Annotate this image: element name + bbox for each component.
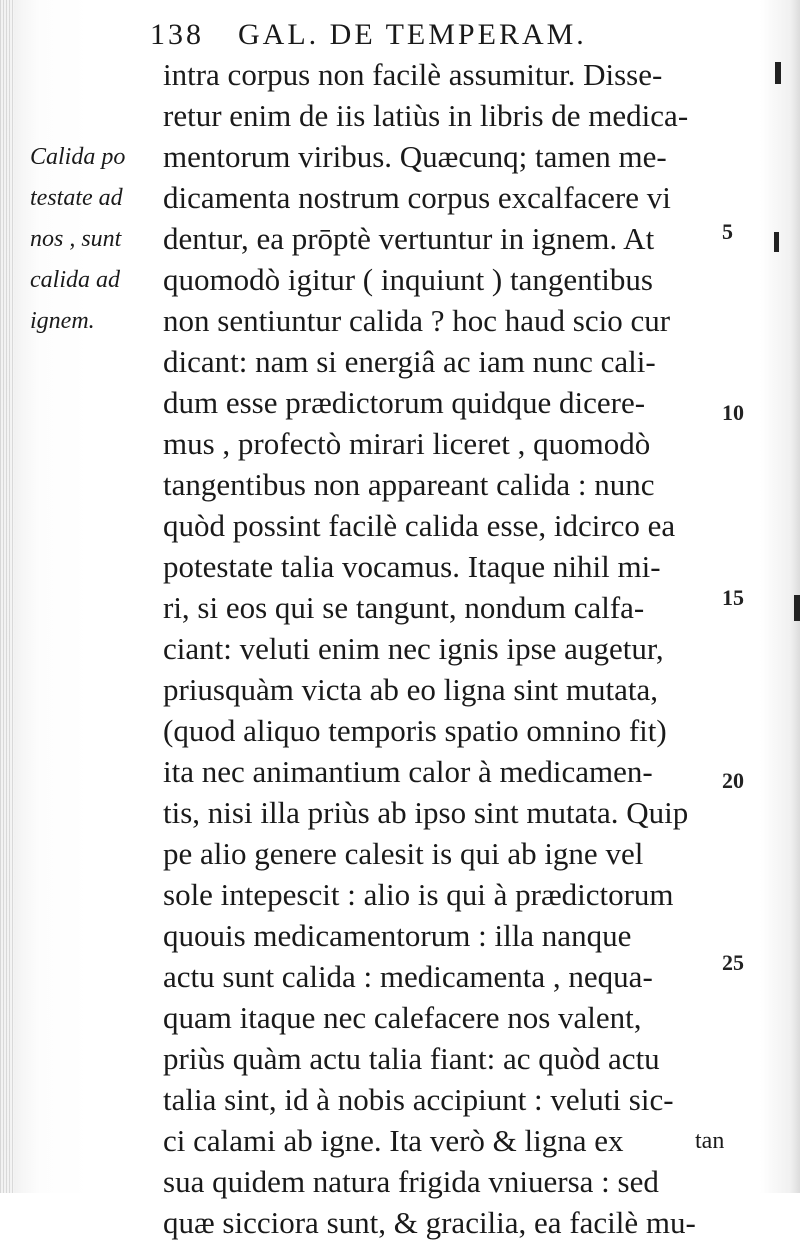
text-line: quomodò igitur ( inquiunt ) tangentibus — [163, 262, 653, 297]
marginal-note-line: testate ad — [30, 185, 123, 211]
text-line: retur enim de iis latiùs in libris de medica- — [163, 98, 689, 133]
marginal-note — [30, 137, 165, 342]
binding-gutter — [0, 0, 14, 1193]
edge-tab-mark — [775, 62, 781, 84]
text-line: potestate talia vocamus. Itaque nihil mi- — [163, 549, 661, 584]
text-line: sole intepescit : alio is qui à prædictorum — [163, 877, 674, 912]
text-line: intra corpus non facilè assumitur. Disse- — [163, 57, 663, 92]
text-line: ci calami ab igne. Ita verò & ligna ex — [163, 1123, 624, 1158]
text-line: priusquàm victa ab eo ligna sint mutata, — [163, 672, 659, 707]
page-number: 138 — [150, 18, 204, 51]
marginal-note-line: ignem. — [30, 308, 95, 334]
marginal-note-line: nos , sunt — [30, 226, 122, 252]
marginal-note-line: calida ad — [30, 267, 120, 293]
line-number-20: 20 — [722, 768, 744, 793]
text-line: sua quidem natura frigida vniuersa : sed — [163, 1164, 659, 1199]
running-title: GAL. DE TEMPERAM. — [238, 18, 587, 51]
edge-tab-mark — [794, 595, 800, 621]
text-line: priùs quàm actu talia fiant: ac quòd actu — [163, 1041, 660, 1076]
line-number-25: 25 — [722, 950, 744, 975]
line-number-15: 15 — [722, 585, 744, 610]
text-line: tis, nisi illa priùs ab ipso sint mutata. Quip — [163, 795, 689, 830]
text-line: quòd possint facilè calida esse, idcirco ea — [163, 508, 676, 543]
text-line: ita nec animantium calor à medicamen- — [163, 754, 653, 789]
text-line: talia sint, id à nobis accipiunt : veluti sic- — [163, 1082, 674, 1117]
text-line: (quod aliquo temporis spatio omnino fit) — [163, 713, 667, 748]
text-line: quæ sicciora sunt, & gracilia, ea facilè mu- — [163, 1205, 696, 1240]
text-line: quouis medicamentorum : illa nanque — [163, 918, 632, 953]
text-line: tangentibus non appareant calida : nunc — [163, 467, 655, 502]
text-line: mentorum viribus. Quæcunq; tamen me- — [163, 139, 667, 174]
text-line: ri, si eos qui se tangunt, nondum calfa- — [163, 590, 645, 625]
marginal-note-line: Calida po — [30, 144, 126, 170]
line-number-10: 10 — [722, 400, 744, 425]
text-line: non sentiuntur calida ? hoc haud scio cur — [163, 303, 671, 338]
text-line: dicamenta nostrum corpus excalfacere vi — [163, 180, 671, 215]
running-head — [150, 18, 587, 58]
text-line: dicant: nam si energiâ ac iam nunc cali- — [163, 344, 656, 379]
catchword: tan — [695, 1128, 725, 1154]
text-line: dentur, ea prōptè vertuntur in ignem. At — [163, 221, 655, 256]
edge-tab-mark — [774, 232, 779, 252]
main-text-block — [163, 54, 721, 1243]
text-line: actu sunt calida : medicamenta , nequa- — [163, 959, 653, 994]
text-line: dum esse prædictorum quidque dicere- — [163, 385, 646, 420]
text-line: mus , profectò mirari liceret , quomodò — [163, 426, 651, 461]
text-line: pe alio genere calesit is qui ab igne vel — [163, 836, 644, 871]
line-number-5: 5 — [722, 219, 733, 244]
text-line: quam itaque nec calefacere nos valent, — [163, 1000, 642, 1035]
text-line: ciant: veluti enim nec ignis ipse augetur, — [163, 631, 664, 666]
